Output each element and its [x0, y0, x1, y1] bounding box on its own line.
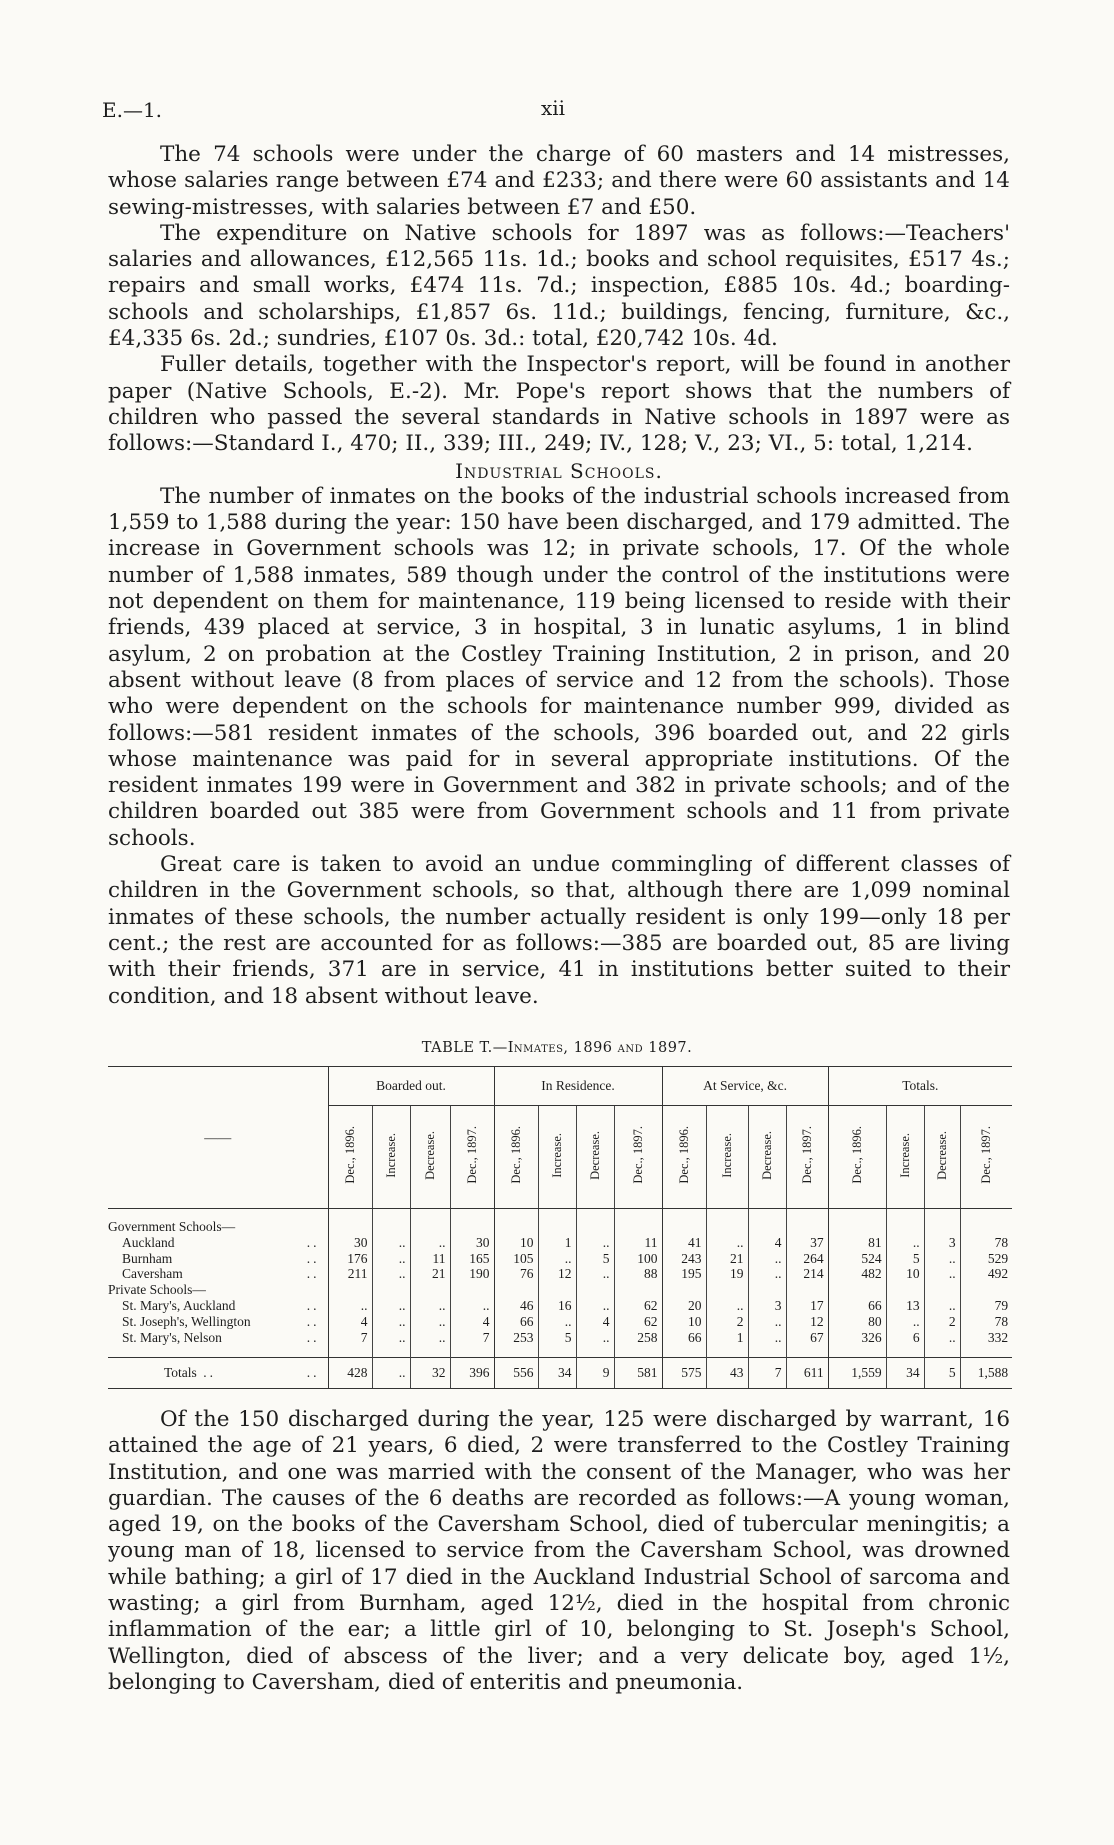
- section-label: Government Schools—: [108, 1219, 236, 1234]
- table-cell: 11: [614, 1235, 662, 1251]
- empty-cell: [614, 1282, 662, 1298]
- table-row: [108, 1266, 1012, 1282]
- table-cell: 10: [494, 1235, 538, 1251]
- table-cell: ..: [372, 1235, 410, 1251]
- column-header-label: Increase.: [719, 1132, 734, 1178]
- section-heading: Industrial Schools.: [455, 458, 663, 483]
- table-cell: 253: [494, 1330, 538, 1358]
- table-cell: 5: [538, 1330, 576, 1358]
- page-number: xii: [541, 96, 566, 120]
- leader-dots: ..: [306, 1234, 320, 1250]
- empty-cell: [494, 1209, 538, 1235]
- table-cell: ..: [372, 1251, 410, 1267]
- table-cell: ..: [886, 1235, 924, 1251]
- table-cell: ..: [576, 1330, 614, 1358]
- empty-cell: [886, 1282, 924, 1298]
- table-cell: 30: [328, 1235, 372, 1251]
- leader-dots: ..: [306, 1297, 320, 1313]
- empty-cell: [576, 1282, 614, 1298]
- column-header: [662, 1106, 706, 1209]
- row-name: Caversham: [122, 1266, 183, 1282]
- table-cell: 4: [748, 1235, 786, 1251]
- table-cell: ..: [748, 1314, 786, 1330]
- totals-cell: 7: [748, 1358, 786, 1389]
- leader-dots: ..: [306, 1313, 320, 1329]
- table-cell: 165: [450, 1251, 494, 1267]
- row-name: St. Mary's, Auckland: [122, 1297, 236, 1313]
- totals-cell: 396: [450, 1358, 494, 1389]
- empty-cell: [410, 1209, 450, 1235]
- totals-cell: 575: [662, 1358, 706, 1389]
- group-header: Boarded out.: [328, 1067, 494, 1106]
- empty-cell: [748, 1282, 786, 1298]
- paragraph: Fuller details, together with the Inspector's report, will be found in another paper (Native Schools, E.-2). Mr. Pope's report shows that the numbers of children who passed the several standards in Native schools in 1897 were as follows:—Standard I., 470; II., 339; III., 249; IV., 128; V., 23; VI., 5: total, 1,214.: [108, 352, 1010, 457]
- group-header: Totals.: [828, 1067, 1012, 1106]
- empty-cell: [706, 1282, 748, 1298]
- table-cell: 21: [410, 1266, 450, 1282]
- table-cell: ..: [748, 1330, 786, 1358]
- empty-cell: [614, 1209, 662, 1235]
- table-row: [108, 1298, 1012, 1314]
- table-cell: 105: [494, 1251, 538, 1267]
- table-cell: ..: [576, 1298, 614, 1314]
- empty-cell: [960, 1209, 1012, 1235]
- totals-cell: 34: [538, 1358, 576, 1389]
- table-cell: ..: [328, 1298, 372, 1314]
- leader-dots: ..: [306, 1365, 320, 1381]
- column-header: [494, 1106, 538, 1209]
- column-header: [614, 1106, 662, 1209]
- column-header-label: Dec., 1897.: [799, 1126, 814, 1184]
- table-row: [108, 1251, 1012, 1267]
- column-header: [786, 1106, 828, 1209]
- empty-cell: [372, 1209, 410, 1235]
- table-cell: ..: [410, 1330, 450, 1358]
- paragraph: The expenditure on Native schools for 1897 was as follows:—Teachers' salaries and allowances, £12,565 11s. 1d.; books and school requisites, £517 4s.; repairs and small works, £474 11s. 7d.; inspection, £885 10s. 4d.; boarding-schools and scholarships, £1,857 6s. 11d.; buildings, fencing, furniture, &c., £4,335 6s. 2d.; sundries, £107 0s. 3d.: total, £20,742 10s. 4d.: [108, 220, 1010, 352]
- table-cell: 211: [328, 1266, 372, 1282]
- table-cell: 12: [786, 1314, 828, 1330]
- table-cell: 3: [924, 1235, 960, 1251]
- table-cell: 66: [662, 1330, 706, 1358]
- leader-dots: ..: [306, 1266, 320, 1282]
- table-cell: 264: [786, 1251, 828, 1267]
- paragraph: The 74 schools were under the charge of 60 masters and 14 mistresses, whose salaries range between £74 and £233; and there were 60 assistants and 14 sewing-mistresses, with salaries between £7 and £50.: [108, 142, 1010, 220]
- table-cell: ..: [924, 1298, 960, 1314]
- column-header-label: Increase.: [549, 1132, 564, 1178]
- table-cell: ..: [748, 1251, 786, 1267]
- table-row: [108, 1314, 1012, 1330]
- table-cell: ..: [450, 1298, 494, 1314]
- table-cell: 482: [828, 1266, 886, 1282]
- table-cell: 79: [960, 1298, 1012, 1314]
- totals-cell: 43: [706, 1358, 748, 1389]
- table-cell: 2: [706, 1314, 748, 1330]
- totals-cell: 34: [886, 1358, 924, 1389]
- table-cell: ..: [706, 1235, 748, 1251]
- column-header: [410, 1106, 450, 1209]
- totals-cell: 1,559: [828, 1358, 886, 1389]
- table-cell: 20: [662, 1298, 706, 1314]
- table-cell: 10: [886, 1266, 924, 1282]
- table-cell: 66: [494, 1314, 538, 1330]
- section-label: Private Schools—: [108, 1282, 206, 1298]
- column-header: [328, 1106, 372, 1209]
- totals-cell: 1,588: [960, 1358, 1012, 1389]
- table-cell: 5: [886, 1251, 924, 1267]
- table-cell: 30: [450, 1235, 494, 1251]
- column-header: [450, 1106, 494, 1209]
- table-cell: 214: [786, 1266, 828, 1282]
- empty-cell: [494, 1282, 538, 1298]
- totals-cell: 428: [328, 1358, 372, 1389]
- table-cell: ..: [372, 1266, 410, 1282]
- table-cell: ..: [706, 1298, 748, 1314]
- table-title: [0, 1040, 1114, 1056]
- table-cell: 100: [614, 1251, 662, 1267]
- column-header-label: Decrease.: [587, 1130, 602, 1180]
- row-label: [108, 1298, 328, 1314]
- row-name: St. Mary's, Nelson: [122, 1329, 222, 1345]
- table-cell: 195: [662, 1266, 706, 1282]
- column-header-label: Dec., 1896.: [508, 1126, 523, 1184]
- paragraph: Great care is taken to avoid an undue commingling of different classes of children in the Government schools, so that, although there are 1,099 nominal inmates of these schools, the number actually resident is only 199—only 18 per cent.; the rest are accounted for as follows:—385 are boarded out, 85 are living with their friends, 371 are in service, 41 in institutions better suited to their condition, and 18 absent without leave.: [108, 852, 1010, 1009]
- table-row: [108, 1235, 1012, 1251]
- inmates-table: [108, 1066, 1012, 1389]
- empty-cell: [748, 1209, 786, 1235]
- totals-row: [108, 1358, 1012, 1389]
- table-row: [108, 1330, 1012, 1358]
- table-cell: 37: [786, 1235, 828, 1251]
- group-header: At Service, &c.: [662, 1067, 828, 1106]
- table-cell: ..: [372, 1330, 410, 1358]
- table-cell: 7: [450, 1330, 494, 1358]
- table-cell: ..: [924, 1251, 960, 1267]
- table-cell: 66: [828, 1298, 886, 1314]
- table-cell: 529: [960, 1251, 1012, 1267]
- empty-cell: [410, 1282, 450, 1298]
- table-cell: 1: [706, 1330, 748, 1358]
- empty-cell: [886, 1209, 924, 1235]
- table-cell: 41: [662, 1235, 706, 1251]
- paragraph: Of the 150 discharged during the year, 125 were discharged by warrant, 16 attained the age of 21 years, 6 died, 2 were transferred to the Costley Training Institution, and one was married with the consent of the Manager, who was her guardian. The causes of the 6 deaths are recorded as follows:—A young woman, aged 19, on the books of the Caversham School, died of tubercular meningitis; a young man of 18, licensed to service from the Caversham School, was drowned while bathing; a girl of 17 died in the Auckland Industrial School of sarcoma and wasting; a girl from Burnham, aged 12½, died in the hospital from chronic inflammation of the ear; a little girl of 10, belonging to St. Joseph's School, Wellington, died of abscess of the liver; and a very delicate boy, aged 1½, belonging to Caversham, died of enteritis and pneumonia.: [108, 1407, 1010, 1695]
- table-body: [108, 1209, 1012, 1389]
- table-cell: 326: [828, 1330, 886, 1358]
- table-cell: 5: [576, 1251, 614, 1267]
- empty-cell: [576, 1209, 614, 1235]
- table-cell: ..: [538, 1251, 576, 1267]
- column-header: [372, 1106, 410, 1209]
- empty-cell: [828, 1209, 886, 1235]
- column-header-label: Increase.: [383, 1132, 398, 1178]
- table-cell: 21: [706, 1251, 748, 1267]
- column-header: [828, 1106, 886, 1209]
- leader-dots: ..: [306, 1329, 320, 1345]
- stub-header: ——: [108, 1067, 328, 1209]
- table-cell: 7: [328, 1330, 372, 1358]
- empty-cell: [786, 1282, 828, 1298]
- row-label: [108, 1330, 328, 1358]
- table-cell: 190: [450, 1266, 494, 1282]
- row-label: [108, 1314, 328, 1330]
- totals-cell: 5: [924, 1358, 960, 1389]
- section-header-row: [108, 1282, 1012, 1298]
- table-cell: 4: [328, 1314, 372, 1330]
- table-cell: ..: [410, 1298, 450, 1314]
- table-cell: 76: [494, 1266, 538, 1282]
- totals-cell: 32: [410, 1358, 450, 1389]
- table-cell: 332: [960, 1330, 1012, 1358]
- column-header: [538, 1106, 576, 1209]
- table-cell: 13: [886, 1298, 924, 1314]
- table-cell: 3: [748, 1298, 786, 1314]
- table-cell: 176: [328, 1251, 372, 1267]
- table-cell: 4: [576, 1314, 614, 1330]
- column-header-label: Dec., 1896.: [342, 1126, 357, 1184]
- body-text-top: [108, 142, 1010, 1010]
- totals-cell: ..: [372, 1358, 410, 1389]
- table-cell: ..: [924, 1330, 960, 1358]
- table-title-prefix: TABLE T.—: [421, 1040, 508, 1056]
- totals-cell: 556: [494, 1358, 538, 1389]
- empty-cell: [706, 1209, 748, 1235]
- table-cell: 2: [924, 1314, 960, 1330]
- table-cell: ..: [576, 1266, 614, 1282]
- column-header-label: Dec., 1896.: [676, 1126, 691, 1184]
- table-cell: 492: [960, 1266, 1012, 1282]
- table-group-header-row: [108, 1067, 1012, 1106]
- column-header-label: Dec., 1897.: [978, 1126, 993, 1184]
- column-header: [748, 1106, 786, 1209]
- empty-cell: [924, 1282, 960, 1298]
- table-cell: 6: [886, 1330, 924, 1358]
- empty-cell: [450, 1282, 494, 1298]
- table-cell: 19: [706, 1266, 748, 1282]
- empty-cell: [960, 1282, 1012, 1298]
- table-cell: ..: [372, 1298, 410, 1314]
- inmates-table-container: [108, 1066, 1012, 1389]
- table-cell: 78: [960, 1314, 1012, 1330]
- table-cell: 81: [828, 1235, 886, 1251]
- totals-cell: 9: [576, 1358, 614, 1389]
- totals-cell: 581: [614, 1358, 662, 1389]
- totals-cell: 611: [786, 1358, 828, 1389]
- leader-dots: ..: [196, 1365, 216, 1381]
- table-title-text: Inmates, 1896 and 1897.: [507, 1040, 693, 1056]
- row-label: [108, 1235, 328, 1251]
- row-label: [108, 1251, 328, 1267]
- paragraph: The number of inmates on the books of the industrial schools increased from 1,559 to 1,588 during the year: 150 have been discharged, and 179 admitted. The increase in Government schools was 12; in private schools, 17. Of the whole number of 1,588 inmates, 589 though under the control of the institutions were not dependent on them for maintenance, 119 being licensed to reside with their friends, 439 placed at service, 3 in hospital, 3 in lunatic asylums, 1 in blind asylum, 2 on probation at the Costley Training Institution, 2 in prison, and 20 absent without leave (8 from places of service and 12 from the schools). Those who were dependent on the schools for maintenance number 999, divided as follows:—581 resident inmates of the schools, 396 boarded out, and 22 girls whose maintenance was paid for in several appropriate institutions. Of the resident inmates 199 were in Government and 382 in private schools; and of the children boarded out 385 were from Government schools and 11 from private schools.: [108, 483, 1010, 851]
- group-header: In Residence.: [494, 1067, 662, 1106]
- table-cell: 62: [614, 1314, 662, 1330]
- table-cell: 258: [614, 1330, 662, 1358]
- table-cell: ..: [886, 1314, 924, 1330]
- table-cell: 4: [450, 1314, 494, 1330]
- table-cell: 88: [614, 1266, 662, 1282]
- table-cell: ..: [924, 1266, 960, 1282]
- empty-cell: [328, 1282, 372, 1298]
- row-label: [108, 1266, 328, 1282]
- table-cell: 524: [828, 1251, 886, 1267]
- column-header: [960, 1106, 1012, 1209]
- table-cell: 46: [494, 1298, 538, 1314]
- table-cell: 62: [614, 1298, 662, 1314]
- empty-cell: [828, 1282, 886, 1298]
- empty-cell: [786, 1209, 828, 1235]
- column-header-label: Dec., 1897.: [630, 1126, 645, 1184]
- empty-cell: [450, 1209, 494, 1235]
- column-header: [924, 1106, 960, 1209]
- empty-cell: [372, 1282, 410, 1298]
- totals-label: [108, 1358, 328, 1389]
- empty-cell: [924, 1209, 960, 1235]
- table-cell: 11: [410, 1251, 450, 1267]
- section-header-row: [108, 1209, 1012, 1235]
- column-header: [576, 1106, 614, 1209]
- table-cell: 12: [538, 1266, 576, 1282]
- table-cell: 80: [828, 1314, 886, 1330]
- table-cell: ..: [410, 1235, 450, 1251]
- row-name: Burnham: [122, 1250, 173, 1266]
- column-header-label: Decrease.: [422, 1130, 437, 1180]
- table-cell: 17: [786, 1298, 828, 1314]
- table-cell: 67: [786, 1330, 828, 1358]
- column-header: [706, 1106, 748, 1209]
- table-cell: 78: [960, 1235, 1012, 1251]
- empty-cell: [662, 1282, 706, 1298]
- empty-cell: [662, 1209, 706, 1235]
- table-cell: 16: [538, 1298, 576, 1314]
- column-header: [886, 1106, 924, 1209]
- column-header-label: Decrease.: [759, 1130, 774, 1180]
- body-text-bottom: [108, 1407, 1010, 1696]
- table-cell: 1: [538, 1235, 576, 1251]
- column-header-label: Dec., 1897.: [464, 1126, 479, 1184]
- row-name: St. Joseph's, Wellington: [122, 1313, 251, 1329]
- empty-cell: [538, 1282, 576, 1298]
- table-cell: 10: [662, 1314, 706, 1330]
- column-header-label: Increase.: [897, 1132, 912, 1178]
- report-code: E.—1.: [102, 98, 163, 122]
- empty-cell: [538, 1209, 576, 1235]
- table-cell: ..: [372, 1314, 410, 1330]
- totals-name: Totals: [164, 1365, 197, 1381]
- table-cell: ..: [538, 1314, 576, 1330]
- table-cell: ..: [748, 1266, 786, 1282]
- column-header-label: Decrease.: [934, 1130, 949, 1180]
- column-header-label: Dec., 1896.: [849, 1126, 864, 1184]
- leader-dots: ..: [306, 1250, 320, 1266]
- row-name: Auckland: [122, 1234, 175, 1250]
- table-cell: ..: [410, 1314, 450, 1330]
- empty-cell: [328, 1209, 372, 1235]
- table-cell: ..: [576, 1235, 614, 1251]
- table-cell: 243: [662, 1251, 706, 1267]
